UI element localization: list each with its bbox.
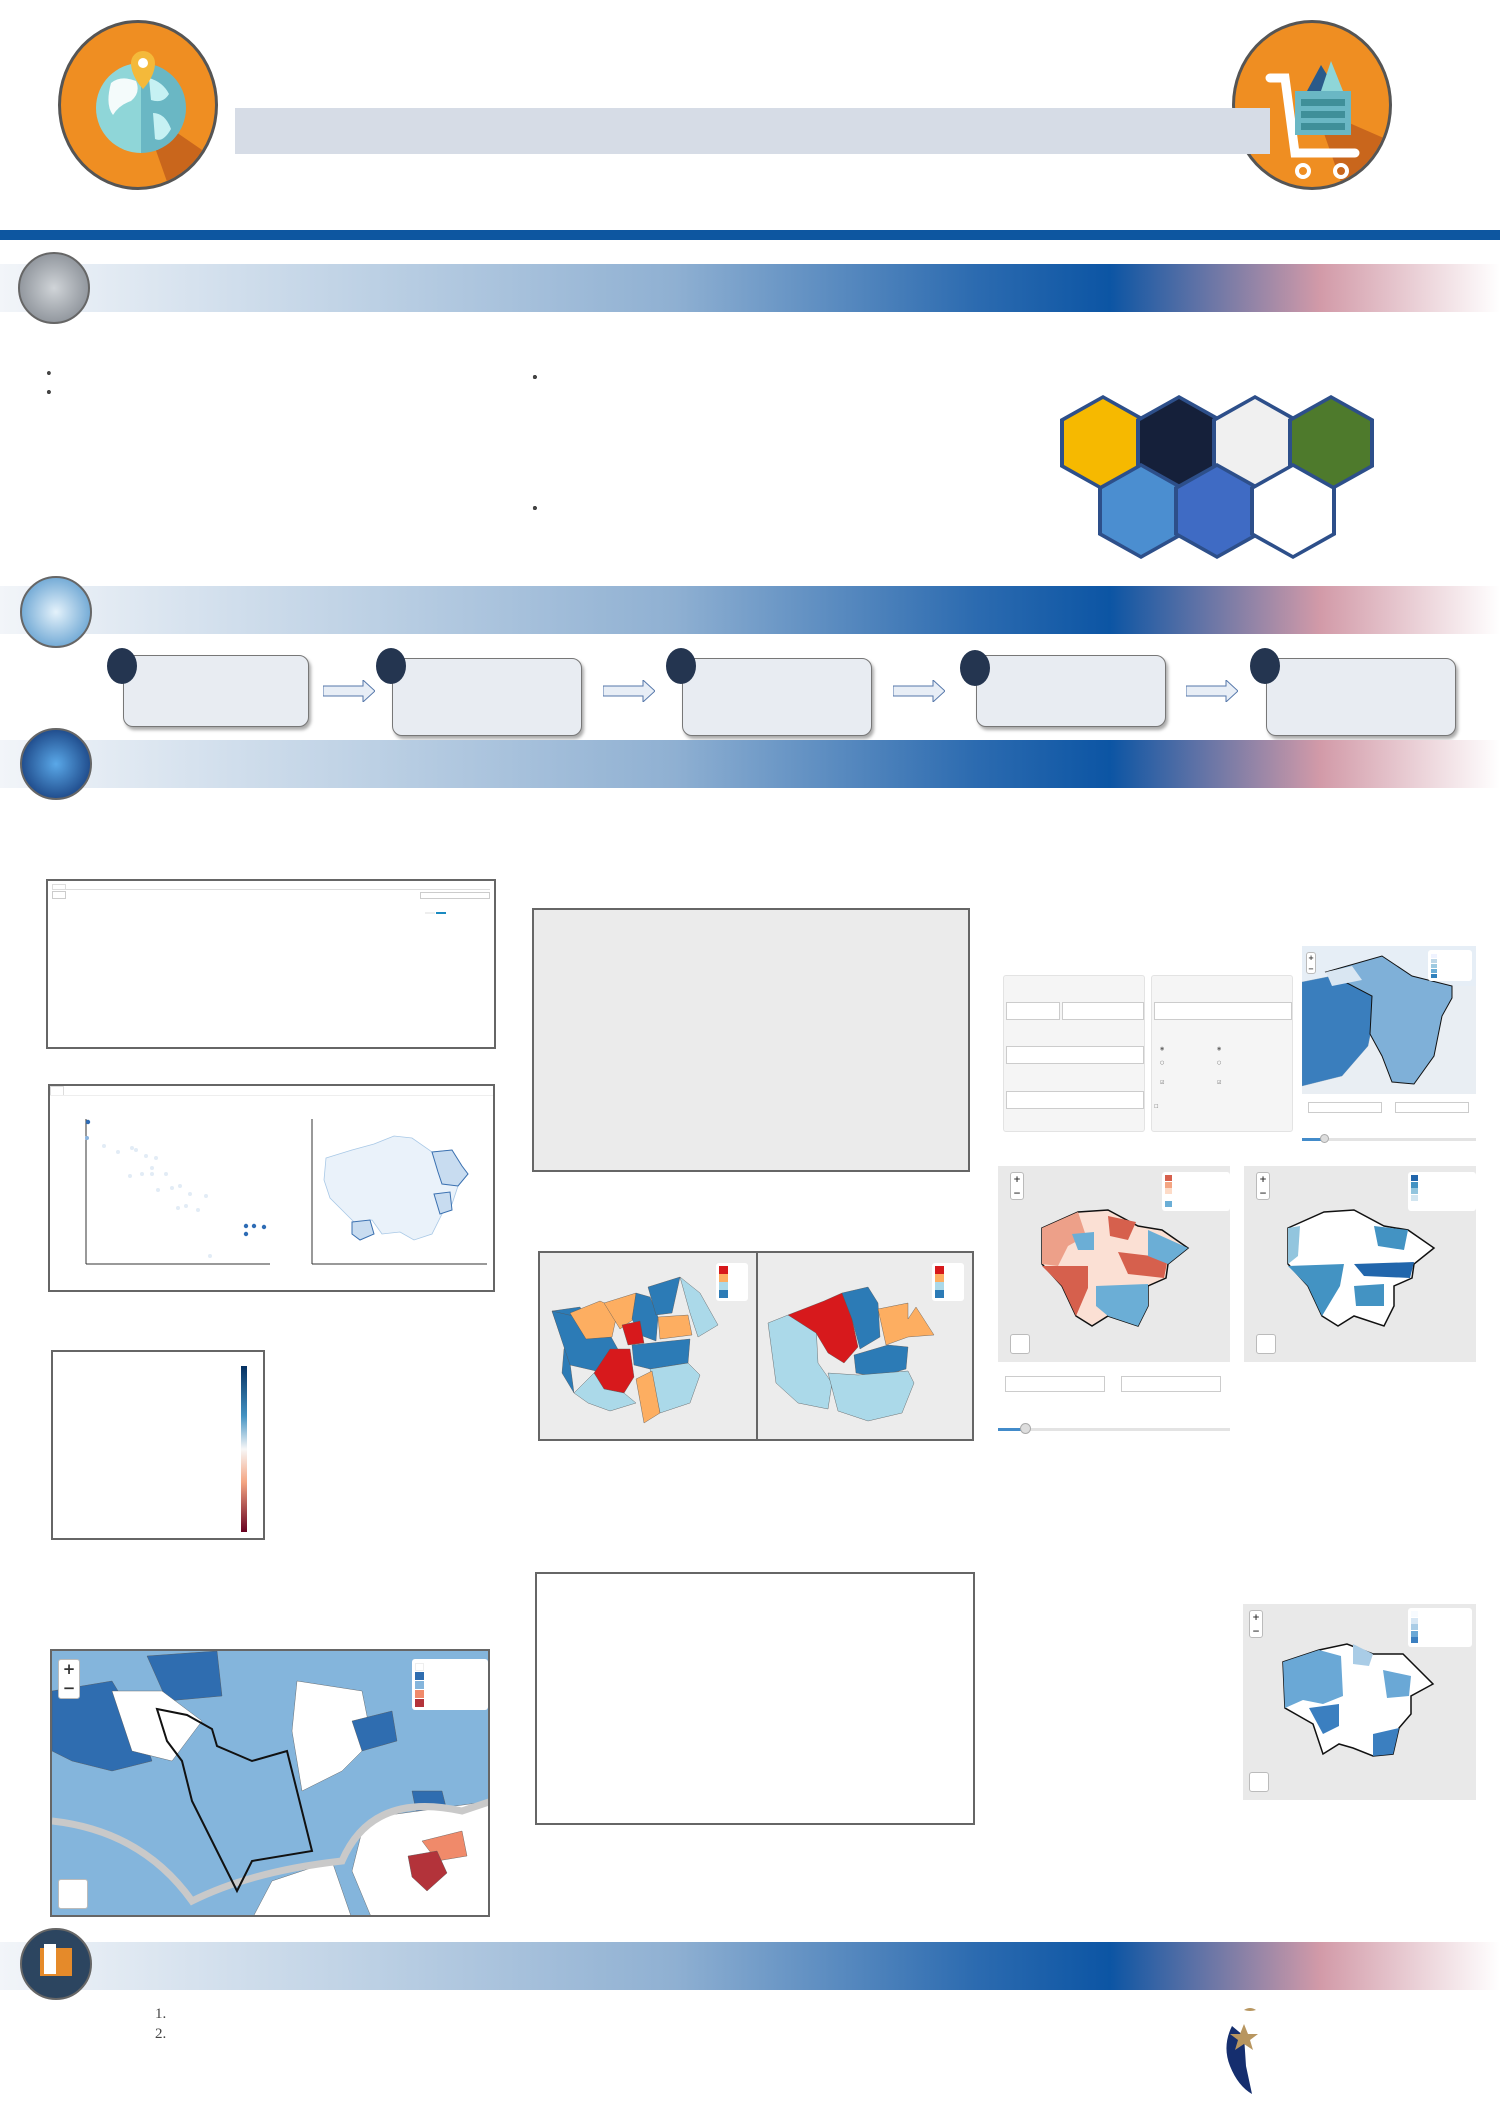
map-zoom-control[interactable]: + −: [1010, 1172, 1024, 1200]
bivariate-panel: [48, 1084, 495, 1292]
section-header-intro: [0, 264, 1500, 312]
lad-zoom-select[interactable]: [1062, 1002, 1144, 1020]
column-header[interactable]: [220, 901, 254, 910]
pvalue-legend: [1408, 1172, 1476, 1211]
tab-lad[interactable]: [52, 884, 66, 889]
insights-legend: [1408, 1608, 1472, 1647]
map-zoom-control[interactable]: [58, 1659, 80, 1699]
flow-step-clustering: [682, 658, 872, 736]
reference-value-select[interactable]: [1005, 1376, 1105, 1392]
step-number: [376, 648, 406, 684]
package-hexes: [1060, 395, 1320, 545]
supermarket-aisle-icon: [18, 252, 90, 324]
zoom-out-button[interactable]: −: [62, 1679, 76, 1697]
page-2-button[interactable]: [447, 912, 457, 914]
flow-step-insights: [1266, 658, 1456, 736]
column-header[interactable]: [254, 901, 288, 910]
arrow-right-icon: [603, 680, 655, 702]
step-number: [960, 650, 990, 686]
header-divider: [0, 230, 1500, 240]
cluster-map-skater[interactable]: [756, 1251, 974, 1441]
parallel-coordinates-chart: [537, 1574, 973, 1823]
step-number: [666, 648, 696, 684]
column-header[interactable]: [153, 901, 187, 910]
correlation-plot: [51, 1350, 265, 1540]
flow-step-esda: [392, 658, 582, 736]
section-header-flowchart: [0, 586, 1500, 634]
next-button[interactable]: [480, 912, 490, 914]
zoom-in-button[interactable]: +: [62, 1660, 76, 1678]
adaptive-checkbox[interactable]: ☑: [1160, 1080, 1165, 1086]
localr2-legend: [1428, 950, 1472, 981]
dependent-variable-select[interactable]: [1006, 1046, 1144, 1064]
coefficients-map[interactable]: [998, 1166, 1230, 1362]
binning-method-select[interactable]: [1395, 1102, 1469, 1113]
previous-button[interactable]: [425, 912, 435, 914]
linked-map[interactable]: [282, 1114, 492, 1289]
column-header[interactable]: [288, 901, 322, 910]
column-header[interactable]: [322, 901, 356, 910]
smu-crest-icon: [1222, 2006, 1272, 2096]
section-header-future: [0, 1942, 1500, 1990]
layers-icon[interactable]: [58, 1879, 88, 1909]
analytics-chart-icon: [20, 576, 92, 648]
layers-icon[interactable]: [1256, 1334, 1276, 1354]
future-item: [170, 2004, 1198, 2024]
column-header[interactable]: [423, 901, 457, 910]
tab-ward[interactable]: [68, 884, 80, 889]
column-header[interactable]: [456, 901, 490, 910]
slider-handle[interactable]: [1020, 1423, 1031, 1434]
column-header[interactable]: [355, 901, 389, 910]
page-3-button[interactable]: [458, 912, 468, 914]
tab-msoa[interactable]: [82, 884, 94, 889]
tab-correlation[interactable]: [64, 1086, 76, 1095]
data-table: [52, 901, 490, 910]
future-item: [170, 2024, 1198, 2044]
search-input[interactable]: [420, 892, 490, 899]
column-header[interactable]: [119, 901, 153, 910]
section-header-analysis: [0, 740, 1500, 788]
gwr-form-left: [1003, 975, 1145, 1132]
dendrogram-chart: [534, 910, 968, 1170]
auto-bandwidth-checkbox[interactable]: ☑: [1217, 1080, 1222, 1086]
entries-select[interactable]: [52, 891, 66, 899]
column-header[interactable]: [52, 901, 86, 910]
gwr-level-select[interactable]: [1006, 1002, 1060, 1020]
coefficients-legend: [1162, 1172, 1230, 1211]
arrow-right-icon: [893, 680, 945, 702]
parallel-coordinates: [535, 1572, 975, 1825]
subtitle-band: [235, 108, 1270, 154]
lisa-map[interactable]: [50, 1649, 490, 1917]
flow-step-eda: [123, 655, 309, 727]
explanatory-variables-input[interactable]: [1006, 1091, 1144, 1109]
flow-step-gwr: [976, 655, 1166, 727]
tab-bivariate[interactable]: [50, 1086, 64, 1095]
distance-euclidean-radio[interactable]: ◉: [1217, 1046, 1222, 1052]
binning-method-select[interactable]: [1121, 1376, 1221, 1392]
globe-map-pin-icon: [58, 20, 218, 190]
smu-logo: [1222, 2000, 1472, 2100]
cluster-legend: [932, 1263, 964, 1301]
tab-lsoa[interactable]: [96, 884, 108, 889]
summary-checkbox[interactable]: ☐: [1154, 1104, 1159, 1110]
page-1-button[interactable]: [436, 912, 446, 914]
future-list: [148, 2004, 1198, 2044]
insights-localr2-map[interactable]: [1243, 1604, 1476, 1800]
pvalue-map[interactable]: [1244, 1166, 1476, 1362]
shopping-cart-icon: [1232, 20, 1392, 190]
column-header[interactable]: [187, 901, 221, 910]
page-4-button[interactable]: [469, 912, 479, 914]
arrow-right-icon: [323, 680, 375, 702]
classes-slider[interactable]: [998, 1428, 1230, 1431]
map-zoom-control[interactable]: + −: [1306, 952, 1316, 974]
arrow-right-icon: [1186, 680, 1238, 702]
map-zoom-control[interactable]: + −: [1249, 1610, 1263, 1638]
reference-value-select[interactable]: [1308, 1102, 1382, 1113]
map-zoom-control[interactable]: + −: [1256, 1172, 1270, 1200]
approach-cv-radio[interactable]: ◉: [1160, 1046, 1165, 1052]
documents-laptop-icon: [20, 1928, 92, 2000]
motivation-list: [44, 364, 484, 383]
approach-aic-radio[interactable]: ○: [1160, 1060, 1165, 1066]
kernel-method-select[interactable]: [1154, 1002, 1292, 1020]
correlation-matrix: [53, 1352, 263, 1538]
step-number: [107, 648, 137, 684]
data-table-panel: [46, 879, 496, 1049]
layers-icon[interactable]: [1010, 1334, 1030, 1354]
layers-icon[interactable]: [1249, 1772, 1269, 1792]
slider-handle[interactable]: [1320, 1134, 1329, 1143]
scatter-plot[interactable]: [60, 1114, 280, 1289]
cluster-legend: [716, 1263, 748, 1301]
digital-globe-icon: [20, 728, 92, 800]
data-tabs: [52, 884, 490, 890]
step-number: [1250, 648, 1280, 684]
lisa-legend: [412, 1659, 488, 1710]
dendrogram: [532, 908, 970, 1172]
gwr-form-right: [1151, 975, 1293, 1132]
cluster-map-nonspatial[interactable]: [538, 1251, 758, 1441]
pagination: [425, 912, 490, 914]
gwr-localr2-map[interactable]: [1302, 946, 1476, 1094]
column-header[interactable]: [86, 901, 120, 910]
column-header[interactable]: [389, 901, 423, 910]
distance-manhattan-radio[interactable]: ○: [1217, 1060, 1222, 1066]
